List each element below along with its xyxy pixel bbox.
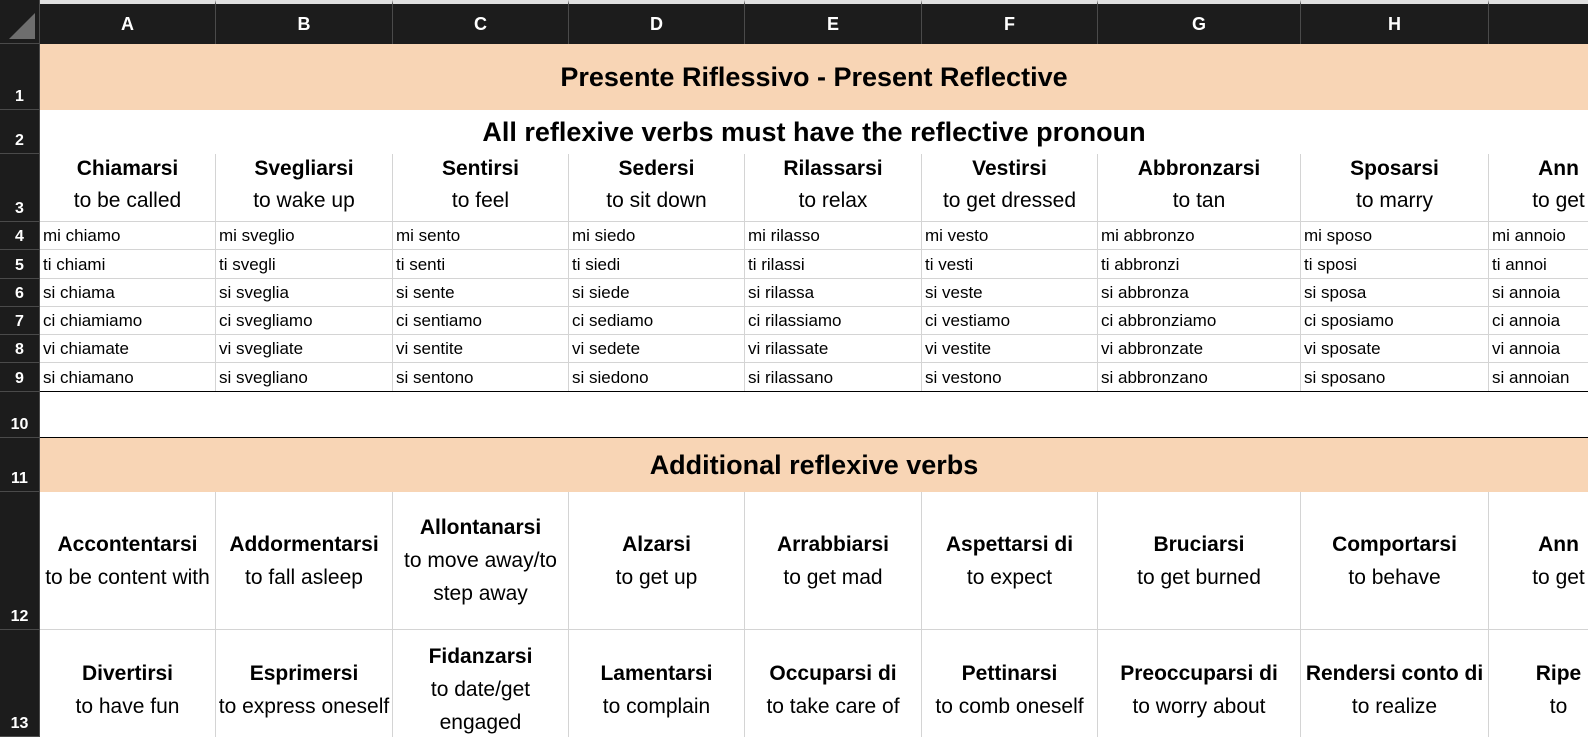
- verb-translation: to be content with: [45, 565, 210, 589]
- verb-translation: to get: [1532, 565, 1585, 589]
- verb-translation: to get dressed: [942, 189, 1077, 212]
- conjugation-cell[interactable]: si veste: [922, 279, 1098, 307]
- row-header-6[interactable]: 6: [0, 279, 40, 307]
- row-header-2[interactable]: 2: [0, 110, 40, 154]
- additional-verb-cell[interactable]: [1098, 630, 1301, 737]
- verb-translation: to get up: [615, 565, 698, 589]
- verb-name: Aspettarsi di: [945, 532, 1074, 556]
- verb-translation: to worry about: [1132, 694, 1266, 718]
- verb-name: Sposarsi: [1350, 157, 1439, 180]
- verb-translation: to complain: [602, 694, 711, 718]
- select-all-corner[interactable]: [0, 0, 40, 44]
- additional-verb-cell[interactable]: [1301, 492, 1489, 630]
- row-header-8[interactable]: 8: [0, 335, 40, 363]
- verb-name: Allontanarsi: [419, 516, 542, 539]
- additional-verb-cell[interactable]: [569, 630, 745, 737]
- column-header-next[interactable]: [1489, 0, 1588, 44]
- verb-header-cell[interactable]: [1301, 154, 1489, 222]
- verb-name: Divertirsi: [81, 661, 174, 685]
- conjugation-cell[interactable]: vi rilassate: [745, 335, 922, 363]
- verb-name: Chiamarsi: [76, 157, 179, 180]
- subtitle-cell[interactable]: [40, 110, 1588, 154]
- verb-name: Rilassarsi: [783, 157, 883, 180]
- row-header-5[interactable]: 5: [0, 250, 40, 279]
- conjugation-cell[interactable]: mi sento: [393, 222, 569, 250]
- conjugation-cell[interactable]: mi annoio: [1489, 222, 1588, 250]
- verb-name: Preoccuparsi di: [1120, 661, 1278, 685]
- verb-header-cell[interactable]: [922, 154, 1098, 222]
- conjugation-table: [40, 222, 1588, 392]
- conjugation-cell[interactable]: mi sveglio: [216, 222, 393, 250]
- conjugation-cell[interactable]: vi chiamate: [40, 335, 216, 363]
- verb-translation: to move away/to step away: [404, 549, 557, 605]
- sheet-subtitle: All reflexive verbs must have the reflective pronoun: [482, 117, 1146, 147]
- verb-header-cell[interactable]: [745, 154, 922, 222]
- additional-verb-cell[interactable]: [745, 492, 922, 630]
- conjugation-cell[interactable]: si siede: [569, 279, 745, 307]
- verb-name: Ripe: [1535, 661, 1582, 685]
- verb-translation: to be called: [73, 189, 182, 212]
- conjugation-cell[interactable]: si sveglia: [216, 279, 393, 307]
- conjugation-cell[interactable]: vi annoia: [1489, 335, 1588, 363]
- conjugation-cell[interactable]: si abbronza: [1098, 279, 1301, 307]
- conjugation-cell[interactable]: ti abbronzi: [1098, 250, 1301, 279]
- conjugation-cell[interactable]: ci sediamo: [569, 307, 745, 335]
- conjugation-cell[interactable]: ci abbronziamo: [1098, 307, 1301, 335]
- additional-verb-cell[interactable]: [216, 492, 393, 630]
- sheet-title: Presente Riflessivo - Present Reflective: [560, 61, 1068, 92]
- additional-verb-cell[interactable]: [1301, 630, 1489, 737]
- conjugation-cell[interactable]: si vestono: [922, 363, 1098, 392]
- column-header-D[interactable]: D: [569, 0, 745, 44]
- verb-translation: to get: [1532, 189, 1585, 212]
- verb-translation: to have fun: [75, 694, 180, 718]
- verb-translation: to fall asleep: [245, 565, 363, 589]
- verb-name: Abbronzarsi: [1137, 157, 1261, 180]
- additional-verbs-row-2: [40, 630, 1588, 737]
- row-header-7[interactable]: 7: [0, 307, 40, 335]
- conjugation-cell[interactable]: ti siedi: [569, 250, 745, 279]
- verb-name: Sentirsi: [441, 157, 520, 180]
- conjugation-cell[interactable]: vi sposate: [1301, 335, 1489, 363]
- verb-header-cell[interactable]: [569, 154, 745, 222]
- column-header-H[interactable]: H: [1301, 0, 1489, 44]
- additional-verb-cell[interactable]: [393, 630, 569, 737]
- row-header-9[interactable]: 9: [0, 363, 40, 392]
- conjugation-cell[interactable]: ti vesti: [922, 250, 1098, 279]
- verb-header-cell[interactable]: [40, 154, 216, 222]
- conjugation-cell[interactable]: mi vesto: [922, 222, 1098, 250]
- verb-name: Fidanzarsi: [428, 645, 533, 668]
- additional-verb-cell[interactable]: [1489, 492, 1588, 630]
- additional-verb-cell[interactable]: [745, 630, 922, 737]
- verb-translation: to date/get engaged: [430, 678, 531, 734]
- conjugation-cell[interactable]: ci chiamiamo: [40, 307, 216, 335]
- row-header-3[interactable]: 3: [0, 154, 40, 222]
- verb-name: Rendersi conto di: [1305, 661, 1484, 685]
- additional-verbs-row-1: [40, 492, 1588, 630]
- additional-verb-cell[interactable]: [1489, 630, 1588, 737]
- verb-translation: to wake up: [253, 189, 355, 212]
- table-bottom-border: [40, 391, 1588, 392]
- conjugation-cell[interactable]: ci sentiamo: [393, 307, 569, 335]
- verb-name: Addormentarsi: [229, 532, 379, 556]
- conjugation-cell[interactable]: si svegliano: [216, 363, 393, 392]
- conjugation-cell[interactable]: ci rilassiamo: [745, 307, 922, 335]
- verb-translation: to comb oneself: [935, 694, 1084, 718]
- conjugation-cell[interactable]: mi chiamo: [40, 222, 216, 250]
- verb-header-cell[interactable]: [393, 154, 569, 222]
- verb-name: Sedersi: [618, 157, 695, 180]
- conjugation-cell[interactable]: si rilassano: [745, 363, 922, 392]
- conjugation-cell[interactable]: vi abbronzate: [1098, 335, 1301, 363]
- verb-translation: to realize: [1351, 694, 1438, 718]
- conjugation-cell[interactable]: mi rilasso: [745, 222, 922, 250]
- section2-title: Additional reflexive verbs: [649, 449, 979, 480]
- conjugation-cell[interactable]: vi svegliate: [216, 335, 393, 363]
- conjugation-cell[interactable]: si annoia: [1489, 279, 1588, 307]
- additional-verb-cell[interactable]: [922, 492, 1098, 630]
- conjugation-cell[interactable]: si sposano: [1301, 363, 1489, 392]
- conjugation-cell[interactable]: ci vestiamo: [922, 307, 1098, 335]
- conjugation-cell[interactable]: ti svegli: [216, 250, 393, 279]
- column-header-G[interactable]: G: [1098, 0, 1301, 44]
- column-header-C[interactable]: C: [393, 0, 569, 44]
- row-header-1[interactable]: 1: [0, 44, 40, 110]
- verb-translation: to expect: [966, 565, 1053, 589]
- verb-name: Alzarsi: [622, 532, 691, 556]
- verb-translation: to express oneself: [218, 694, 390, 718]
- conjugation-cell[interactable]: ti rilassi: [745, 250, 922, 279]
- conjugation-cell[interactable]: si annoian: [1489, 363, 1588, 392]
- verb-name: Ann: [1538, 532, 1579, 556]
- conjugation-cell[interactable]: ci annoia: [1489, 307, 1588, 335]
- column-header-F[interactable]: F: [922, 0, 1098, 44]
- verb-name: Bruciarsi: [1153, 532, 1245, 556]
- row-header-10[interactable]: 10: [0, 392, 40, 438]
- column-header-B[interactable]: B: [216, 0, 393, 44]
- verb-translation: to sit down: [606, 189, 707, 212]
- conjugation-cell[interactable]: mi siedo: [569, 222, 745, 250]
- conjugation-cell[interactable]: vi sedete: [569, 335, 745, 363]
- additional-verb-cell[interactable]: [1098, 492, 1301, 630]
- verb-name: Ann: [1538, 157, 1579, 180]
- section2-title-cell[interactable]: [40, 438, 1588, 492]
- conjugation-cell[interactable]: mi sposo: [1301, 222, 1489, 250]
- verb-name: Comportarsi: [1332, 532, 1457, 556]
- verb-name: Accontentarsi: [57, 532, 198, 556]
- additional-verb-cell[interactable]: [393, 492, 569, 630]
- row-header-11[interactable]: 11: [0, 438, 40, 492]
- column-header-A[interactable]: A: [40, 0, 216, 44]
- row-header-12[interactable]: 12: [0, 492, 40, 630]
- title-cell[interactable]: [40, 44, 1588, 110]
- conjugation-cell[interactable]: si chiamano: [40, 363, 216, 392]
- conjugation-cell[interactable]: mi abbronzo: [1098, 222, 1301, 250]
- verb-name: Pettinarsi: [961, 661, 1058, 685]
- conjugation-cell[interactable]: ci svegliamo: [216, 307, 393, 335]
- conjugation-cell[interactable]: ti annoi: [1489, 250, 1588, 279]
- verb-name: Vestirsi: [972, 157, 1047, 180]
- verb-translation: to get mad: [783, 565, 883, 589]
- verb-header-cell[interactable]: [1098, 154, 1301, 222]
- conjugation-cell[interactable]: ti sposi: [1301, 250, 1489, 279]
- verb-name: Arrabbiarsi: [776, 532, 890, 556]
- verb-translation: to take care of: [766, 694, 900, 718]
- conjugation-cell[interactable]: ti chiami: [40, 250, 216, 279]
- conjugation-cell[interactable]: si siedono: [569, 363, 745, 392]
- conjugation-cell[interactable]: si rilassa: [745, 279, 922, 307]
- verb-name: Svegliarsi: [254, 157, 354, 180]
- verb-header-cell[interactable]: [216, 154, 393, 222]
- row-header-4[interactable]: 4: [0, 222, 40, 250]
- verb-name: Occuparsi di: [769, 661, 897, 685]
- verb-header-cell[interactable]: [1489, 154, 1588, 222]
- verb-translation: to get burned: [1137, 565, 1261, 589]
- verb-translation: to tan: [1172, 189, 1226, 212]
- verb-translation: to feel: [451, 189, 510, 212]
- additional-verb-cell[interactable]: [40, 630, 216, 737]
- conjugation-cell[interactable]: si abbronzano: [1098, 363, 1301, 392]
- conjugation-cell[interactable]: ti senti: [393, 250, 569, 279]
- additional-verb-cell[interactable]: [216, 630, 393, 737]
- verb-name: Lamentarsi: [600, 661, 713, 685]
- select-all-icon: [9, 13, 35, 39]
- verb-header-row: [40, 154, 1588, 222]
- additional-verb-cell[interactable]: [569, 492, 745, 630]
- row-header-13[interactable]: 13: [0, 630, 40, 737]
- conjugation-cell[interactable]: si chiama: [40, 279, 216, 307]
- conjugation-cell[interactable]: ci sposiamo: [1301, 307, 1489, 335]
- verb-translation: to marry: [1355, 189, 1433, 212]
- verb-name: Esprimersi: [249, 661, 359, 685]
- conjugation-cell[interactable]: vi sentite: [393, 335, 569, 363]
- conjugation-cell[interactable]: si sposa: [1301, 279, 1489, 307]
- column-header-E[interactable]: E: [745, 0, 922, 44]
- additional-verb-cell[interactable]: [40, 492, 216, 630]
- verb-translation: to behave: [1348, 565, 1441, 589]
- verb-translation: to: [1549, 694, 1568, 718]
- conjugation-cell[interactable]: si sentono: [393, 363, 569, 392]
- conjugation-cell[interactable]: si sente: [393, 279, 569, 307]
- verb-translation: to relax: [798, 189, 868, 212]
- additional-verb-cell[interactable]: [922, 630, 1098, 737]
- conjugation-cell[interactable]: vi vestite: [922, 335, 1098, 363]
